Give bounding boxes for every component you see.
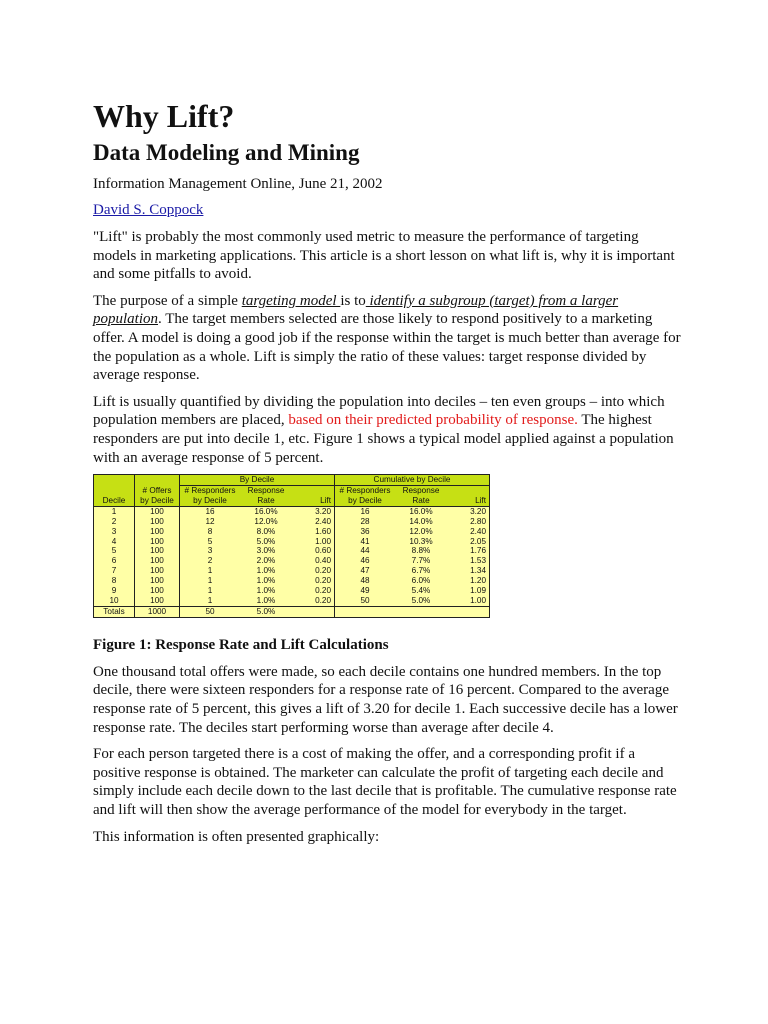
table-cell: 1.00 <box>470 596 486 605</box>
paragraph-deciles <box>93 393 683 467</box>
table-cell: 2 <box>111 516 117 526</box>
table-cell: 49 <box>335 586 396 596</box>
table-cell: 8.8% <box>411 546 431 556</box>
article-body <box>93 96 683 846</box>
table-cell: 1.20 <box>470 576 486 586</box>
table-row <box>94 556 490 566</box>
table-cell: 1.76 <box>470 546 486 556</box>
table-cell: 7 <box>111 566 117 576</box>
table-cell: 12.0% <box>409 526 433 536</box>
table-cell: 3.0% <box>256 546 276 556</box>
table-cell: 6.0% <box>411 576 431 586</box>
table-cell: 0.60 <box>315 546 331 556</box>
table-cell: 100 <box>135 576 180 586</box>
table-cell: 100 <box>135 506 180 516</box>
table-cell: 1 <box>180 586 241 596</box>
table-cell: 1.09 <box>470 586 486 596</box>
table-totals-cell: 50 <box>180 606 241 617</box>
table-cell: 5.0% <box>256 536 276 546</box>
table-cell: 28 <box>335 517 396 527</box>
table-cell: 3.20 <box>470 506 486 516</box>
table-cell: 47 <box>335 566 396 576</box>
table-cell: 8 <box>180 527 241 537</box>
table-cell: 0.20 <box>315 576 331 586</box>
table-cell: 0.40 <box>315 556 331 566</box>
table-cell: 14.0% <box>409 516 433 526</box>
paragraph-text: . The target members selected are those likely to respond positively to a marketing offer. A model is doing a good job if the response within the target is much better than average for the population as a whole. Lift is simply the ratio of these values: target response divided by average response. <box>93 311 681 384</box>
table-cell: 1.0% <box>256 596 276 605</box>
table-cell: 8.0% <box>256 526 276 536</box>
table-row <box>94 586 490 596</box>
table-header-cell: Lift <box>447 496 490 506</box>
table-header-row <box>94 496 490 506</box>
article-title: Why Lift? <box>93 98 235 134</box>
paragraph-text: is to <box>340 292 366 309</box>
figure-caption: Figure 1: Response Rate and Lift Calculations <box>93 636 389 653</box>
table-cell: 5.4% <box>411 586 431 596</box>
table-cell: 6 <box>111 556 117 566</box>
table-cell: 9 <box>111 586 117 596</box>
table-totals-row <box>94 606 490 617</box>
paragraph-text: The purpose of a simple <box>93 292 242 309</box>
paragraph-explanation: One thousand total offers were made, so each decile contains one hundred members. In the top decile, there were sixteen responders for a response rate of 16 percent. Compared to the average response rate of 5 percent, this gives a lift of 3.20 for decile 1. Each successive decile has a lower response rate. The deciles start performing worse than average after decile 4. <box>93 663 678 736</box>
table-row <box>94 517 490 527</box>
table-cell: 6.7% <box>411 566 431 576</box>
subgroup-link[interactable]: identify a subgroup (target) from a larger population <box>93 292 619 328</box>
publication-line: Information Management Online, June 21, 2002 <box>93 176 383 192</box>
table-cell: 100 <box>135 527 180 537</box>
highlighted-text: based on their predicted probability of response. <box>288 412 578 429</box>
table-cell: 50 <box>335 596 396 606</box>
table-cell: 0.20 <box>315 596 331 605</box>
paragraph-text: The highest responders are put into decile 1, etc. Figure 1 shows a typical model applied against a population with an average response of 5 percent. <box>93 412 674 466</box>
table-header-cell: by Decile <box>335 496 396 506</box>
table-cell: 1.53 <box>470 556 486 566</box>
paragraph-profit: For each person targeted there is a cost of making the offer, and a corresponding profit if a positive response is obtained. The marketer can calculate the profit of targeting each decile and simply include each decile down to the last decile that is profitable. The cumulative response rate and lift will then show the average performance of the model for everybody in the target. <box>93 746 677 818</box>
targeting-model-link[interactable]: targeting model <box>241 292 341 309</box>
table-cell: 1.00 <box>315 536 331 546</box>
table-cell: 36 <box>335 527 396 537</box>
table-header-row <box>94 486 490 496</box>
table-cell: 1 <box>180 566 241 576</box>
table-cell: 1 <box>180 596 241 606</box>
table-cell: 12 <box>180 517 241 527</box>
table-cell: 46 <box>335 556 396 566</box>
article-subtitle: Data Modeling and Mining <box>93 140 360 165</box>
table-header-blank <box>135 475 180 486</box>
lift-table <box>93 474 490 618</box>
table-totals-cell <box>292 606 335 617</box>
table-header-cell: Decile <box>94 496 135 506</box>
table-cell: 100 <box>135 556 180 566</box>
paragraph-text: Lift is usually quantified by dividing the population into deciles – ten even groups – into which population members are placed, <box>93 393 665 429</box>
paragraph-graphical: This information is often presented graphically: <box>93 828 380 845</box>
table-cell: 16 <box>180 506 241 516</box>
table-cell: 16.0% <box>409 506 433 516</box>
table-header-cell: Rate <box>395 496 447 506</box>
paragraph-intro: "Lift" is probably the most commonly used metric to measure the performance of targeting models in marketing applications. This article is a short lesson on what lift is, why it is important and some pitfalls to avoid. <box>93 229 675 283</box>
table-cell: 10 <box>109 596 119 605</box>
table-cell: 3 <box>111 526 117 536</box>
table-cell: 41 <box>335 537 396 547</box>
table-cell: 100 <box>135 546 180 556</box>
table-cell: 1.0% <box>256 576 276 586</box>
table-cell: 44 <box>335 546 396 556</box>
table-row <box>94 566 490 576</box>
table-cell: 2.0% <box>256 556 276 566</box>
table-cell: 48 <box>335 576 396 586</box>
table-cell: 10.3% <box>409 536 433 546</box>
table-row <box>94 576 490 586</box>
table-cell: 2.80 <box>470 516 486 526</box>
table-cell: 16 <box>335 506 396 516</box>
table-cell: 4 <box>111 536 117 546</box>
table-header-cell <box>292 486 335 496</box>
table-cell: 1 <box>111 506 117 516</box>
table-row <box>94 546 490 556</box>
table-totals-cell <box>335 606 396 617</box>
table-cell: 3 <box>180 546 241 556</box>
table-row <box>94 527 490 537</box>
table-cell: 100 <box>135 537 180 547</box>
table-cell: 7.7% <box>411 556 431 566</box>
table-totals-cell: 1000 <box>135 606 180 617</box>
group-header-by-decile: By Decile <box>180 475 335 486</box>
table-row <box>94 596 490 606</box>
table-cell: 3.20 <box>315 506 331 516</box>
table-cell: 1.0% <box>256 566 276 576</box>
table-cell: 12.0% <box>254 516 278 526</box>
table-header-blank <box>94 475 135 486</box>
table-header-cell: # Responders <box>335 486 396 496</box>
table-cell: 0.20 <box>315 566 331 576</box>
author-line <box>93 201 683 220</box>
table-totals-cell <box>447 606 490 617</box>
table-cell: 100 <box>135 566 180 576</box>
table-totals-cell: 5.0% <box>240 606 292 617</box>
table-totals-cell <box>395 606 447 617</box>
figure-1-table-wrapper <box>93 474 683 618</box>
table-header-cell <box>94 486 135 496</box>
table-cell: 1.34 <box>470 566 486 576</box>
table-cell: 5 <box>111 546 117 556</box>
group-header-cumulative: Cumulative by Decile <box>335 475 490 486</box>
table-cell: 2.40 <box>470 526 486 536</box>
table-cell: 2 <box>180 556 241 566</box>
table-header-cell: # Responders <box>180 486 241 496</box>
table-cell: 1 <box>180 576 241 586</box>
table-row <box>94 506 490 516</box>
table-cell: 8 <box>111 576 117 586</box>
paragraph-purpose <box>93 292 683 385</box>
table-totals-cell: Totals <box>94 606 135 617</box>
table-header-cell: by Decile <box>180 496 241 506</box>
table-row <box>94 537 490 547</box>
table-cell: 100 <box>135 586 180 596</box>
table-cell: 16.0% <box>254 506 278 516</box>
table-header-cell: # Offers <box>135 486 180 496</box>
author-link[interactable]: David S. Coppock <box>93 202 204 218</box>
table-header-cell: Lift <box>292 496 335 506</box>
table-header-cell: Rate <box>240 496 292 506</box>
table-header-cell: Response <box>240 486 292 496</box>
table-cell: 1.60 <box>315 526 331 536</box>
table-cell: 0.20 <box>315 586 331 596</box>
table-header-cell <box>447 486 490 496</box>
table-cell: 100 <box>135 596 180 606</box>
table-header-cell: by Decile <box>135 496 180 506</box>
table-cell: 2.40 <box>315 516 331 526</box>
table-cell: 100 <box>135 517 180 527</box>
table-cell: 2.05 <box>470 536 486 546</box>
table-cell: 5.0% <box>411 596 431 605</box>
table-header-cell: Response <box>395 486 447 496</box>
table-group-header-row <box>94 475 490 486</box>
table-cell: 5 <box>180 537 241 547</box>
table-cell: 1.0% <box>256 586 276 596</box>
